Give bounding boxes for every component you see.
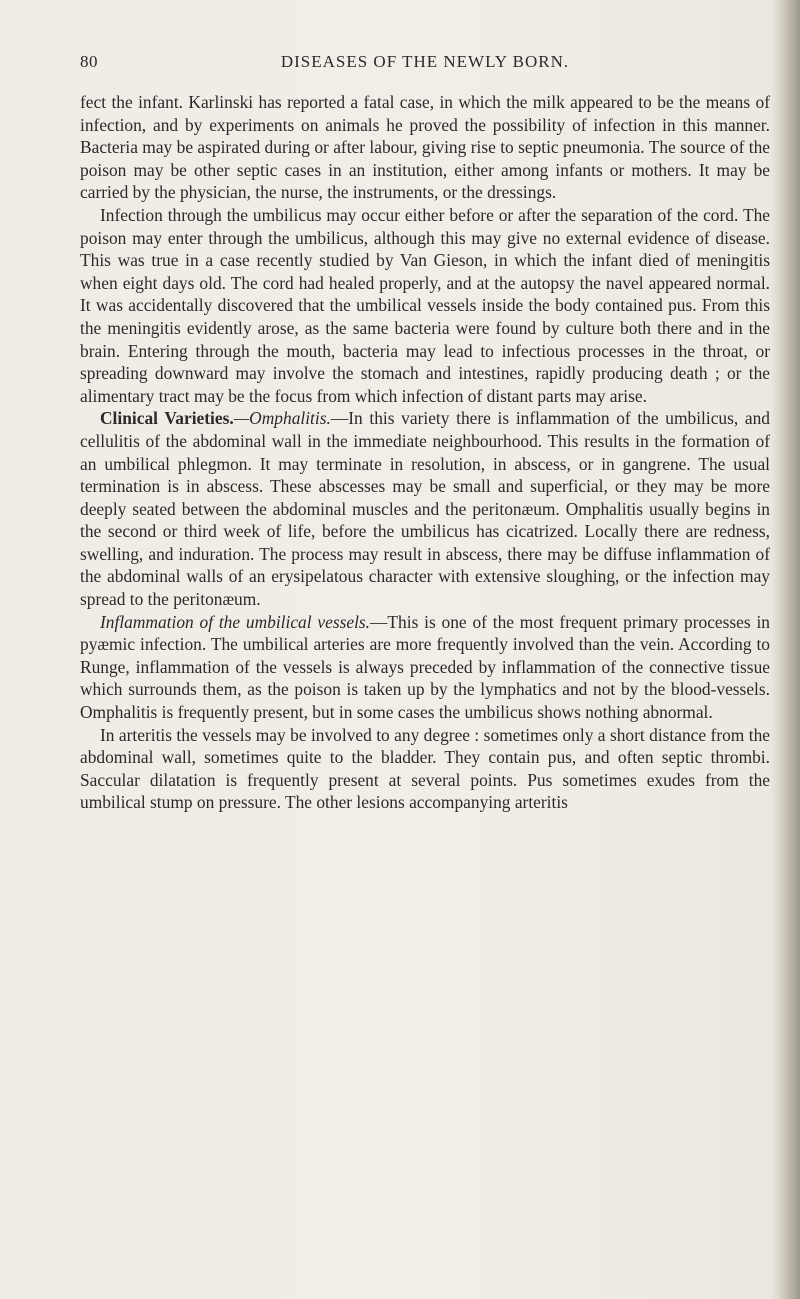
page-body [80,91,770,814]
subsection-heading: —Omphalitis. [233,408,331,429]
paragraph-text: —In this variety there is inflammation of the umbilicus, and cellulitis of the abdominal wall in the immediate neighbourhood. This results in the formation of an umbilical phlegmon. It may terminate in resolution, in abscess, or in gangrene. The usual termination is in abscess. These abscesses may be small and superficial, or they may be more deeply seated between the abdominal muscles and the peritonæum. Omphalitis usually begins in the second or third week of life, before the umbilicus has cicatrized. Locally there are redness, swelling, and induration. The process may result in abscess, there may be diffuse inflammation of the abdominal walls of an erysipelatous character with extensive sloughing, or the infection may spread to the peritonæum. [80,408,771,610]
page-number: 80 [80,52,98,71]
paragraph: Infection through the umbilicus may occur either before or after the separation of the cord. The poison may enter through the umbilicus, although this may give no external evidence of disease. This was true in a case recently studied by Van Gieson, in which the infant died of meningitis when eight days old. The cord had healed properly, and at the autopsy the navel appeared normal. It was accidentally discovered that the umbilical vessels inside the body contained pus. From this the meningitis evidently arose, as the same bacteria were found by culture both there and in the brain. Entering through the mouth, bacteria may lead to infectious processes in the throat, or spreading downward may involve the stomach and intestines, rapidly producing death ; or the alimentary tract may be the focus from which infection of distant parts may arise. [80,204,770,406]
paragraph: fect the infant. Karlinski has reported a fatal case, in which the milk appeared to be the means of infection, and by experiments on animals he proved the possibility of infection in this manner. Bacteria may be aspirated during or after labour, giving rise to septic pneumonia. The source of the poison may be other septic cases in an institution, either among infants or mothers. It may be carried by the physician, the nurse, the instruments, or the dressings. [80,92,770,203]
paragraph-text: —This is one of the most frequent primary processes in pyæmic infection. The umbilical arteries are more frequently involved than the vein. According to Runge, inflammation of the vessels is always preceded by inflammation of the connective tissue which surrounds them, as the poison is taken up by the lymphatics and not by the blood-vessels. Omphalitis is frequently present, but in some cases the umbilicus shows nothing abnormal. [80,611,770,723]
paragraph-clinical-varieties [80,407,770,610]
page-header [80,52,770,78]
paragraph: In arteritis the vessels may be involved to any degree : sometimes only a short distance from the abdominal wall, sometimes quite to the bladder. They contain pus, and often septic thrombi. Saccular dilatation is frequently present at several points. Pus sometimes exudes from the umbilical stump on pressure. The other lesions accompanying arteritis [80,724,770,813]
running-title: DISEASES OF THE NEWLY BORN. [280,52,570,71]
section-heading: Clinical Varieties. [100,408,234,429]
page-edge-shadow [770,0,800,1299]
subsection-heading: Inflammation of the umbilical vessels. [100,611,371,632]
paragraph-umbilical-vessels [80,611,770,724]
